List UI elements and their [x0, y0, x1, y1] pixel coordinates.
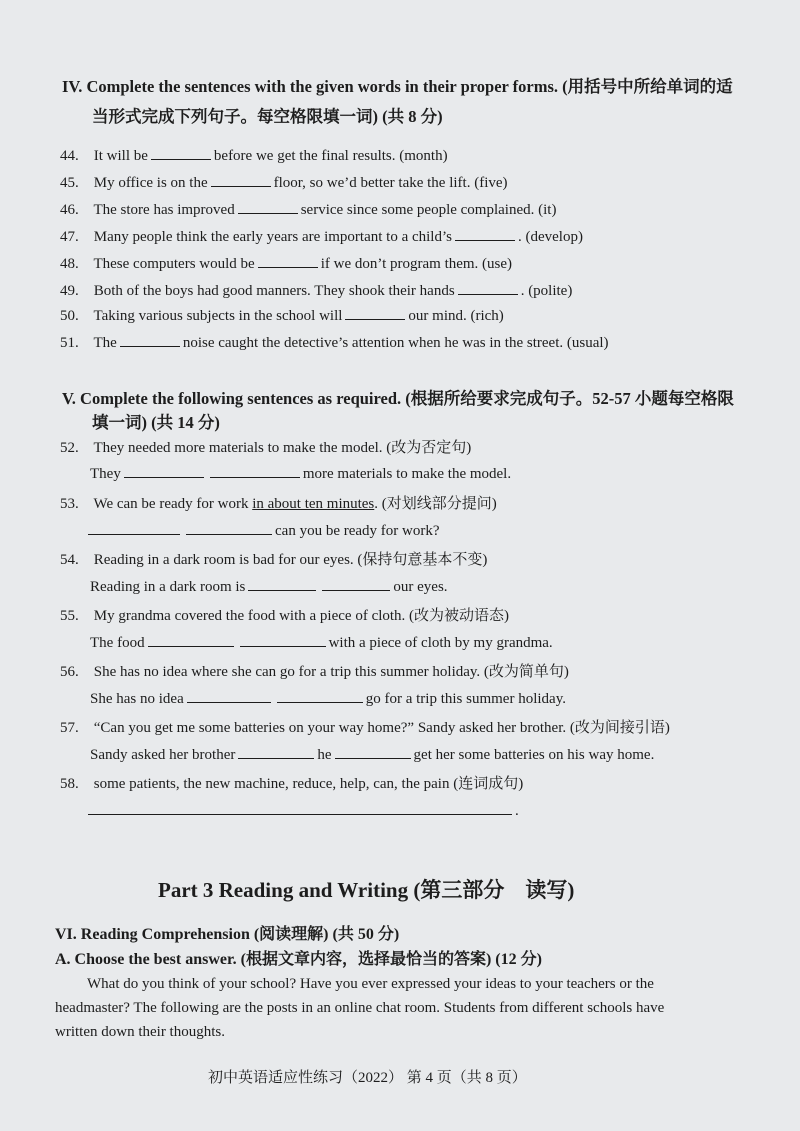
answer-blank[interactable]: [458, 281, 518, 295]
page-footer: 初中英语适应性练习（2022） 第 4 页（共 8 页）: [208, 1070, 527, 1086]
answer-line-52: They more materials to make the model.: [90, 466, 512, 482]
question-44: 44. It will be before we get the final results. (month): [60, 148, 448, 164]
answer-blank[interactable]: [88, 521, 180, 535]
answer-blank[interactable]: [187, 689, 271, 703]
answer-blank[interactable]: [238, 745, 314, 759]
answer-blank[interactable]: [151, 146, 211, 160]
answer-blank[interactable]: [88, 801, 512, 815]
question-47: 47. Many people think the early years are important to a child’s . (develop): [60, 229, 583, 245]
answer-blank[interactable]: [238, 200, 298, 214]
question-48: 48. These computers would be if we don’t program them. (use): [60, 256, 513, 272]
section-6-heading: VI. Reading Comprehension (阅读理解) (共 50 分): [55, 926, 400, 943]
answer-line-55: The food with a piece of cloth by my grandma.: [90, 635, 553, 651]
section-6a-heading: A. Choose the best answer. (根据文章内容，选择最恰当的答案) (12 分): [55, 951, 542, 968]
question-55: 55. My grandma covered the food with a piece of cloth. (改为被动语态): [60, 608, 510, 624]
answer-blank[interactable]: [455, 227, 515, 241]
question-51: 51. The noise caught the detective’s attention when he was in the street. (usual): [60, 335, 609, 351]
question-58: 58. some patients, the new machine, reduce, help, can, the pain (连词成句): [60, 776, 524, 792]
section-4-heading: IV. Complete the sentences with the given words in their proper forms. (用括号中所给单词的适: [62, 77, 733, 96]
question-50: 50. Taking various subjects in the school will our mind. (rich): [60, 308, 504, 324]
question-57: 57. “Can you get me some batteries on your way home?” Sandy asked her brother. (改为间接引语): [60, 720, 670, 736]
answer-blank[interactable]: [248, 577, 316, 591]
answer-blank[interactable]: [322, 577, 390, 591]
answer-line-53: can you be ready for work?: [88, 521, 440, 540]
answer-line-54: Reading in a dark room is our eyes.: [90, 579, 448, 595]
section-4-heading-cont: 当形式完成下列句子。每空格限填一词) (共 8 分): [92, 107, 443, 126]
answer-line-58: .: [88, 801, 519, 820]
answer-blank[interactable]: [210, 464, 300, 478]
answer-line-56: She has no idea go for a trip this summer holiday.: [90, 691, 566, 707]
question-56: 56. She has no idea where she can go for a trip this summer holiday. (改为简单句): [60, 664, 569, 680]
section-5-heading: V. Complete the following sentences as required. (根据所给要求完成句子。52-57 小题每空格限: [62, 389, 734, 408]
answer-blank[interactable]: [120, 333, 180, 347]
answer-blank[interactable]: [186, 521, 272, 535]
section-5-heading-cont: 填一词) (共 14 分): [92, 413, 220, 432]
question-52: 52. They needed more materials to make the model. (改为否定句): [60, 440, 472, 456]
question-54: 54. Reading in a dark room is bad for our eyes. (保持句意基本不变): [60, 552, 488, 568]
question-46: 46. The store has improved service since some people complained. (it): [60, 202, 557, 218]
answer-blank[interactable]: [240, 633, 326, 647]
question-45: 45. My office is on the floor, so we’d better take the lift. (five): [60, 175, 508, 191]
answer-blank[interactable]: [335, 745, 411, 759]
answer-blank[interactable]: [345, 306, 405, 320]
answer-blank[interactable]: [211, 173, 271, 187]
answer-line-57: Sandy asked her brother he get her some batteries on his way home.: [90, 747, 655, 763]
answer-blank[interactable]: [258, 254, 318, 268]
answer-blank[interactable]: [277, 689, 363, 703]
answer-blank[interactable]: [148, 633, 234, 647]
reading-passage: What do you think of your school? Have you ever expressed your ideas to your teachers or the headmaster? The following are the posts in an online chat room. Students from different schools have written down their thoughts.: [55, 976, 665, 1040]
question-49: 49. Both of the boys had good manners. They shook their hands . (polite): [60, 283, 573, 299]
answer-blank[interactable]: [124, 464, 204, 478]
question-53: 53. We can be ready for work in about ten minutes. (对划线部分提问): [60, 496, 497, 512]
part-3-title: Part 3 Reading and Writing (第三部分 读写): [158, 878, 575, 902]
